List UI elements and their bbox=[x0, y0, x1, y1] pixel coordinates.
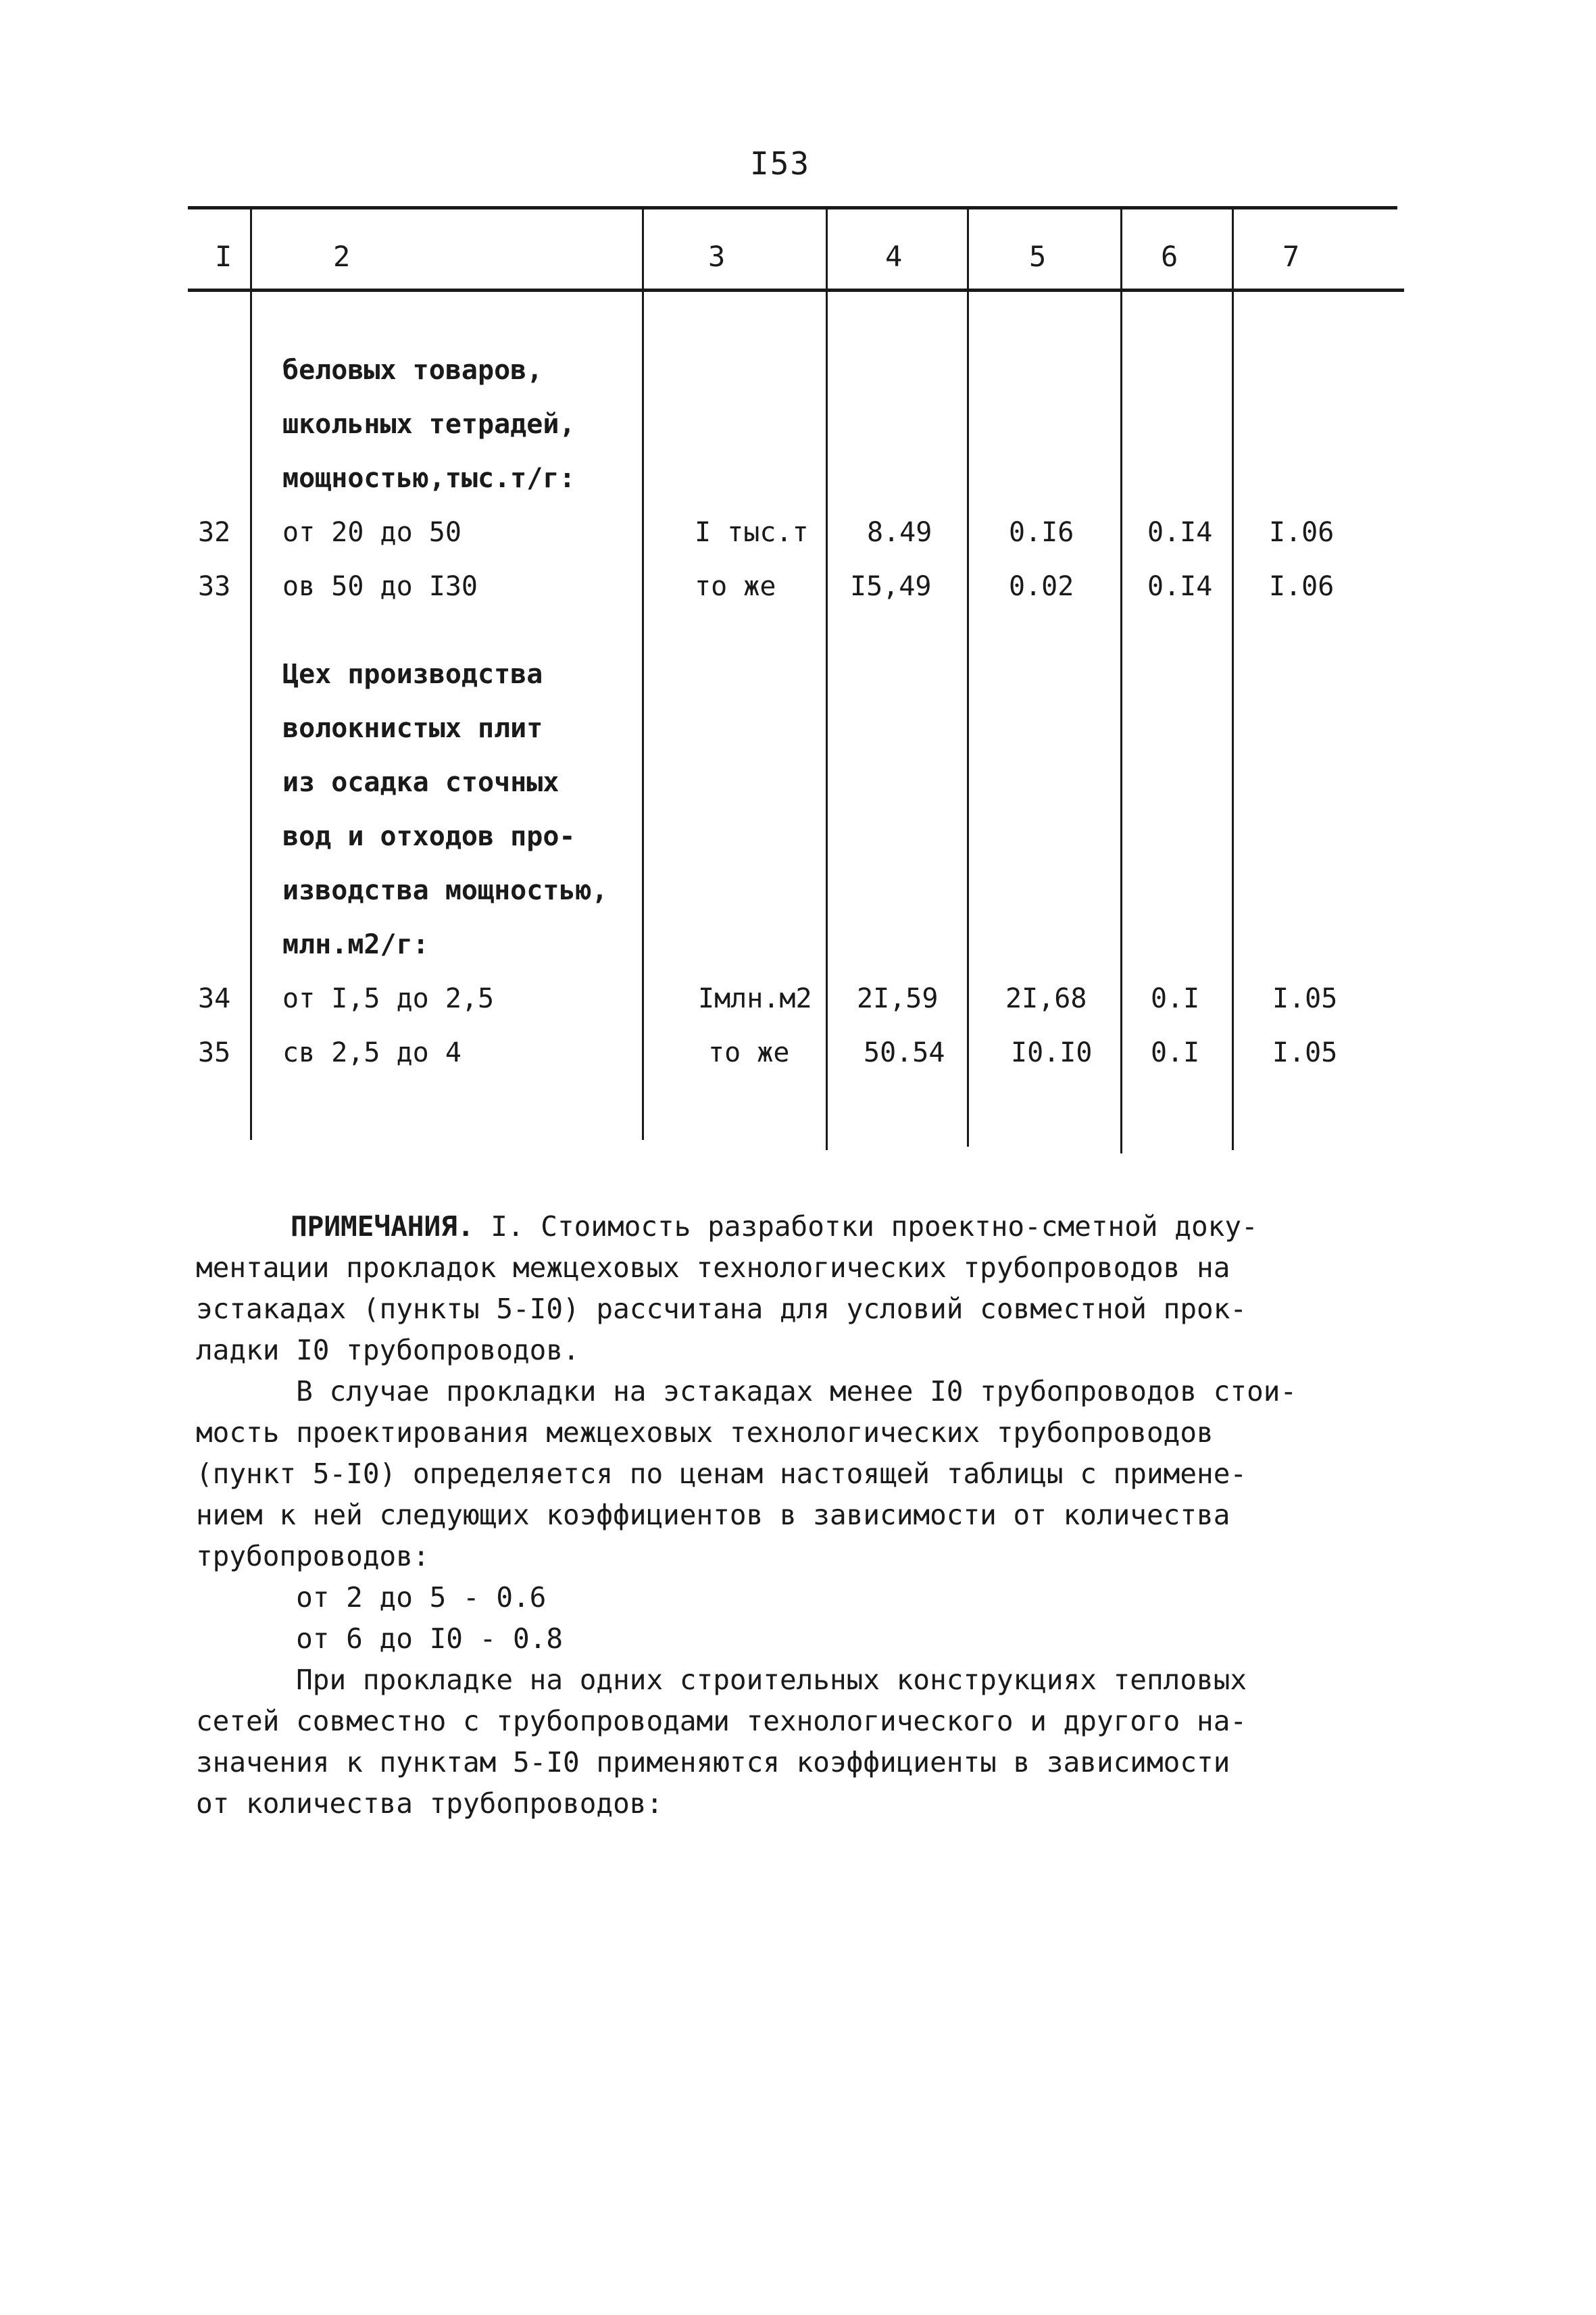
notes-text-line: мость проектирования межцеховых технологических трубопроводов bbox=[196, 1416, 1214, 1449]
header-col-7: 7 bbox=[1282, 240, 1300, 273]
group2-desc-line: Цех производства bbox=[282, 659, 543, 690]
row-number: 32 bbox=[198, 517, 231, 548]
data-table bbox=[188, 206, 1404, 1152]
row-number: 33 bbox=[198, 571, 231, 602]
coefficient-line: от 2 до 5 - 0.6 bbox=[196, 1581, 547, 1614]
row-col4: I5,49 bbox=[850, 571, 932, 602]
notes-text-line: нием к ней следующих коэффициентов в зависимости от количества bbox=[196, 1499, 1230, 1531]
row-number: 34 bbox=[198, 983, 231, 1014]
notes-text-line: ладки I0 трубопроводов. bbox=[196, 1334, 580, 1366]
notes-text-line: значения к пунктам 5-I0 применяются коэффициенты в зависимости bbox=[196, 1746, 1230, 1778]
table-header-rule bbox=[188, 289, 1404, 292]
row-col5: 0.I6 bbox=[1009, 517, 1074, 548]
table-top-rule bbox=[188, 206, 1397, 209]
notes-first-line bbox=[291, 1206, 1426, 1247]
notes-text-line: эстакадах (пункты 5-I0) рассчитана для условий совместной прок- bbox=[196, 1293, 1247, 1325]
header-col-6: 6 bbox=[1161, 240, 1178, 273]
row-col4: 50.54 bbox=[864, 1037, 945, 1068]
group2-desc-line: млн.м2/г: bbox=[282, 929, 429, 960]
page-number: I53 bbox=[750, 145, 811, 182]
group2-desc-line: волокнистых плит bbox=[282, 713, 543, 744]
notes-text-line: трубопроводов: bbox=[196, 1540, 430, 1572]
row-unit: то же bbox=[708, 1037, 790, 1068]
group1-desc-line: беловых товаров, bbox=[282, 355, 543, 386]
notes-text-line: от количества трубопроводов: bbox=[196, 1787, 664, 1820]
row-col6: 0.I4 bbox=[1147, 571, 1213, 602]
row-name: св 2,5 до 4 bbox=[282, 1037, 462, 1068]
row-unit: Iмлн.м2 bbox=[698, 983, 812, 1014]
row-col5: 2I,68 bbox=[1005, 983, 1087, 1014]
row-unit: I тыс.т bbox=[695, 517, 809, 548]
notes-text-line: В случае прокладки на эстакадах менее I0 трубопроводов стои- bbox=[196, 1375, 1297, 1408]
notes-text-line: (пункт 5-I0) определяется по ценам настоящей таблицы с примене- bbox=[196, 1458, 1247, 1490]
col-divider-6 bbox=[1232, 207, 1234, 1150]
header-col-2: 2 bbox=[333, 240, 351, 273]
row-col7: I.06 bbox=[1269, 517, 1335, 548]
group1-desc-line: мощностью,тыс.т/г: bbox=[282, 463, 576, 494]
row-col5: 0.02 bbox=[1009, 571, 1074, 602]
col-divider-4 bbox=[967, 207, 969, 1147]
row-name: от 20 до 50 bbox=[282, 517, 462, 548]
row-col6: 0.I bbox=[1151, 983, 1200, 1014]
row-col6: 0.I4 bbox=[1147, 517, 1213, 548]
row-name: от I,5 до 2,5 bbox=[282, 983, 495, 1014]
notes-text-line: сетей совместно с трубопроводами технологического и другого на- bbox=[196, 1705, 1247, 1737]
notes-text-line: ментации прокладок межцеховых технологических трубопроводов на bbox=[196, 1251, 1230, 1284]
notes-text-line: При прокладке на одних строительных конструкциях тепловых bbox=[196, 1664, 1247, 1696]
group2-desc-line: вод и отходов про- bbox=[282, 821, 576, 852]
row-number: 35 bbox=[198, 1037, 231, 1068]
header-col-1: I bbox=[215, 240, 232, 273]
row-col4: 8.49 bbox=[867, 517, 932, 548]
row-name: ов 50 до I30 bbox=[282, 571, 478, 602]
row-unit: то же bbox=[695, 571, 776, 602]
header-col-3: 3 bbox=[708, 240, 726, 273]
header-col-5: 5 bbox=[1029, 240, 1047, 273]
row-col6: 0.I bbox=[1151, 1037, 1200, 1068]
col-divider-3 bbox=[826, 207, 828, 1150]
notes-heading: ПРИМЕЧАНИЯ. bbox=[291, 1210, 474, 1243]
col-divider-5 bbox=[1120, 207, 1122, 1153]
coefficient-line: от 6 до I0 - 0.8 bbox=[196, 1622, 564, 1655]
row-col7: I.05 bbox=[1272, 1037, 1338, 1068]
row-col5: I0.I0 bbox=[1011, 1037, 1093, 1068]
notes-section bbox=[196, 1206, 1426, 1824]
header-col-4: 4 bbox=[885, 240, 903, 273]
col-divider-1 bbox=[250, 207, 252, 1140]
group2-desc-line: из осадка сточных bbox=[282, 767, 559, 798]
group2-desc-line: изводства мощностью, bbox=[282, 875, 608, 906]
col-divider-2 bbox=[642, 207, 644, 1140]
group1-desc-line: школьных тетрадей, bbox=[282, 409, 576, 440]
row-col4: 2I,59 bbox=[857, 983, 939, 1014]
row-col7: I.05 bbox=[1272, 983, 1338, 1014]
notes-text-line: I. Стоимость разработки проектно-сметной доку- bbox=[474, 1210, 1258, 1243]
row-col7: I.06 bbox=[1269, 571, 1335, 602]
